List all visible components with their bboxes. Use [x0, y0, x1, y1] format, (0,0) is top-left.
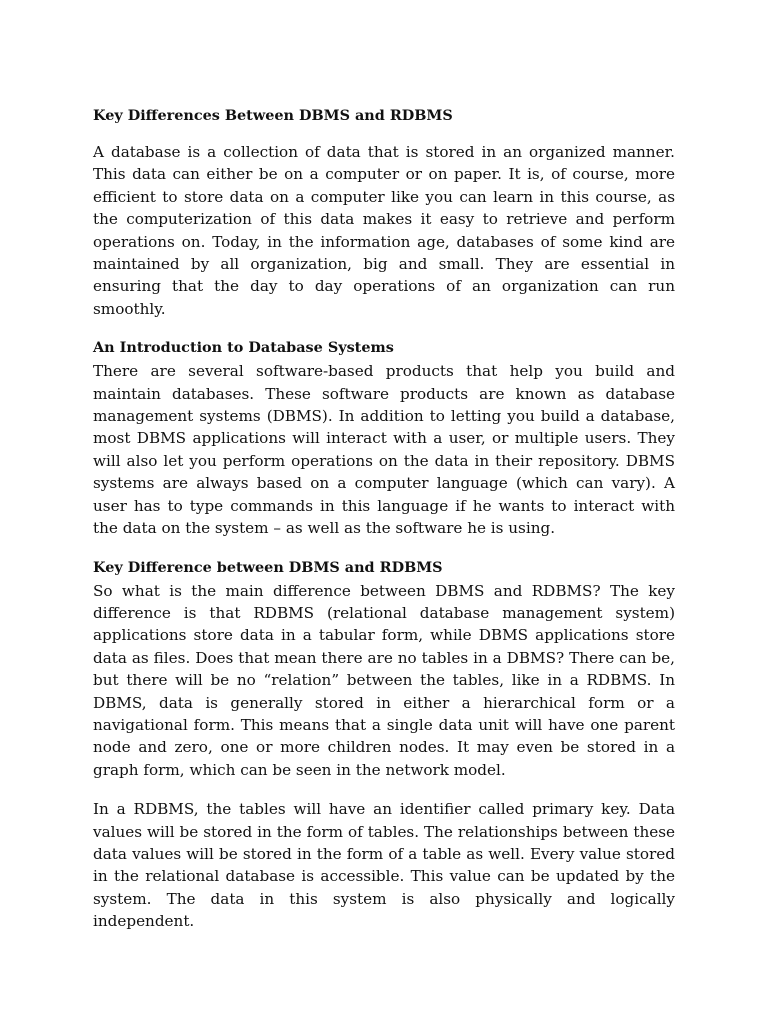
key-difference-paragraph-2: In a RDBMS, the tables will have an identifier called primary key. Data values will be stored in the form of tables. The relationships between these data values will be stored in the form of a table as well. Every value stored in the relational database is accessible. This value can be updated by the system. The data in this system is also physically and logically independent. [93, 800, 675, 931]
document-page [93, 105, 675, 933]
document-title: Key Differences Between DBMS and RDBMS [93, 107, 453, 124]
section-heading-introduction: An Introduction to Database Systems [93, 339, 394, 357]
section-heading-key-difference: Key Difference between DBMS and RDBMS [93, 558, 443, 576]
key-difference-paragraph-1: So what is the main difference between DBMS and RDBMS? The key difference is that RDBMS (relational database management system) applications store data in a tabular form, while DBMS applications store data as files. Does that mean there are no tables in a DBMS? There can be, but there will be no “relation” between the tables, like in a RDBMS. In DBMS, data is generally stored in either a hierarchical form or a navigational form. This means that a single data unit will have one parent node and zero, one or more children nodes. It may even be stored in a graph form, which can be seen in the network model. [93, 581, 675, 779]
introduction-paragraph: There are several software-based products that help you build and maintain databases. These software products are known as database management systems (DBMS). In addition to letting you build a database, most DBMS applications will interact with a user, or multiple users. They will also let you perform operations on the data in their repository. DBMS systems are always based on a computer language (which can vary). A user has to type commands in this language if he wants to interact with the data on the system – as well as the software he is using. [93, 362, 675, 538]
intro-paragraph: A database is a collection of data that is stored in an organized manner. This data can either be on a computer or on paper. It is, of course, more efficient to store data on a computer like you can learn in this course, as the computerization of this data makes it easy to retrieve and perform operations on. Today, in the information age, databases of some kind are maintained by all organization, big and small. They are essential in ensuring that the day to day operations of an organization can run smoothly. [93, 143, 675, 318]
